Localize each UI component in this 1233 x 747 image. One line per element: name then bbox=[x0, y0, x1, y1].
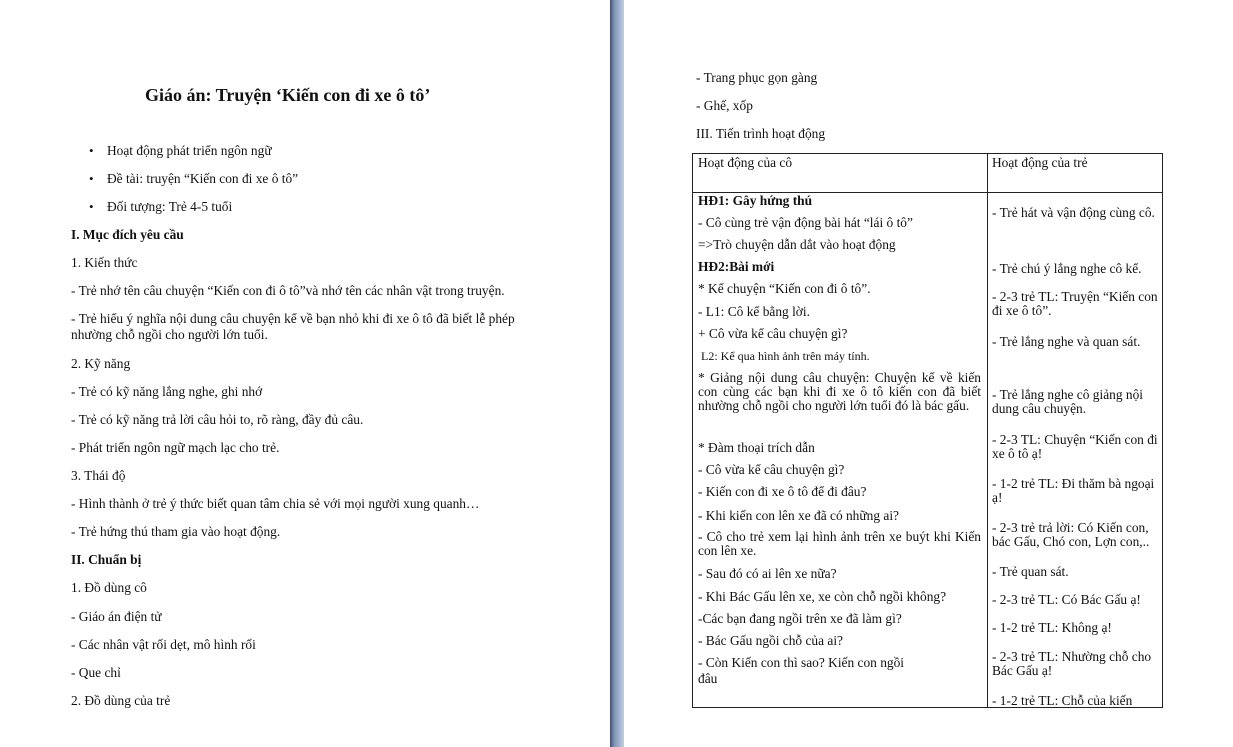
table-cell-teacher: + Cô vừa kể câu chuyện gì? bbox=[698, 326, 848, 341]
table-cell-teacher: - Còn Kiến con thì sao? Kiến con ngồi bbox=[698, 655, 905, 670]
subheading: 2. Kỹ năng bbox=[71, 356, 131, 371]
table-cell-teacher: - Cô vừa kể câu chuyện gì? bbox=[698, 462, 845, 477]
subheading: 3. Thái độ bbox=[71, 468, 126, 483]
table-column-divider bbox=[987, 154, 988, 707]
bullet-item: • Hoạt động phát triển ngôn ngữ bbox=[107, 143, 272, 159]
paragraph-line: - Giáo án điện tử bbox=[71, 609, 162, 624]
table-cell-children: - Trẻ hát và vận động cùng cô. bbox=[992, 205, 1155, 220]
table-cell-teacher: =>Trò chuyện dẫn dắt vào hoạt động bbox=[698, 237, 896, 252]
table-cell-teacher: - Cô cho trẻ xem lại hình ảnh trên xe buýt khi Kiến con lên xe. bbox=[698, 529, 981, 558]
section-heading: III. Tiến trình hoạt động bbox=[696, 126, 826, 141]
paragraph-line: - Trẻ có kỹ năng trả lời câu hỏi to, rõ ràng, đầy đủ câu. bbox=[71, 412, 364, 427]
table-cell-children: - 1-2 trẻ TL: Đi thăm bà ngoại ạ! bbox=[992, 476, 1155, 505]
table-cell-children: - Trẻ lắng nghe cô giảng nội dung câu chuyện. bbox=[992, 387, 1143, 416]
activity-table bbox=[692, 153, 1163, 708]
table-header-children: Hoạt động của trẻ bbox=[992, 155, 1088, 170]
document-page-right bbox=[624, 0, 1233, 747]
bullet-item: • Đề tài: truyện “Kiến con đi xe ô tô” bbox=[107, 171, 298, 187]
table-cell-children: - 2-3 trẻ TL: Truyện “Kiến con đi xe ô tô”. bbox=[992, 289, 1158, 318]
table-cell-teacher: -Các bạn đang ngồi trên xe đã làm gì? bbox=[698, 611, 902, 626]
section-heading: II. Chuẩn bị bbox=[71, 552, 142, 567]
document-page-left bbox=[0, 0, 610, 747]
table-cell-teacher: * Đàm thoại trích dẫn bbox=[698, 440, 815, 455]
paragraph-line: - Các nhân vật rối dẹt, mô hình rối bbox=[71, 637, 256, 652]
table-cell-teacher: - L1: Cô kể bằng lời. bbox=[698, 304, 810, 319]
table-cell-teacher: - Bác Gấu ngồi chỗ của ai? bbox=[698, 633, 844, 648]
table-cell-teacher: L2: Kể qua hình ảnh trên máy tính. bbox=[701, 349, 870, 363]
paragraph-line: - Que chỉ bbox=[71, 665, 121, 680]
table-cell-teacher: HĐ1: Gây hứng thú bbox=[698, 193, 813, 208]
bullet-item: • Đối tượng: Trẻ 4-5 tuổi bbox=[107, 199, 232, 215]
table-cell-teacher: - Khi Bác Gấu lên xe, xe còn chỗ ngồi không? bbox=[698, 589, 947, 604]
table-cell-children: - 2-3 trẻ TL: Nhường chỗ cho Bác Gấu ạ! bbox=[992, 649, 1152, 678]
paragraph-line: - Phát triển ngôn ngữ mạch lạc cho trẻ. bbox=[71, 440, 280, 455]
table-cell-children: - Trẻ quan sát. bbox=[992, 564, 1069, 579]
table-cell-children: - 2-3 TL: Chuyện “Kiến con đi xe ô tô ạ! bbox=[992, 432, 1158, 461]
table-cell-teacher: - Kiến con đi xe ô tô để đi đâu? bbox=[698, 484, 867, 499]
table-cell-teacher: - Sau đó có ai lên xe nữa? bbox=[698, 566, 837, 581]
table-cell-children: - 2-3 trẻ TL: Có Bác Gấu ạ! bbox=[992, 592, 1141, 607]
table-cell-teacher: * Giảng nội dung câu chuyện: Chuyện kể về kiến con cùng các bạn khi đi xe ô tô kiến con đã biết nhường chỗ ngồi cho người lớn tuổi đó là bác gấu. bbox=[698, 370, 981, 413]
table-cell-children: - 2-3 trẻ trả lời: Có Kiến con, bác Gấu, Chó con, Lợn con,.. bbox=[992, 520, 1150, 549]
subheading: 1. Đồ dùng cô bbox=[71, 580, 147, 595]
table-cell-teacher: HĐ2:Bài mới bbox=[698, 259, 775, 274]
page-gutter bbox=[610, 0, 624, 747]
table-cell-teacher: - Khi kiến con lên xe đã có những ai? bbox=[698, 508, 899, 523]
table-cell-children: - 1-2 trẻ TL: Không ạ! bbox=[992, 620, 1112, 635]
paragraph-line: - Trẻ nhớ tên câu chuyện “Kiến con đi ô tô”và nhớ tên các nhân vật trong truyện. bbox=[71, 283, 505, 298]
section-heading: I. Mục đích yêu cầu bbox=[71, 227, 184, 242]
paragraph-line: - Trẻ hứng thú tham gia vào hoạt động. bbox=[71, 524, 281, 539]
table-cell-teacher: đâu bbox=[698, 671, 718, 686]
table-cell-teacher: - Cô cùng trẻ vận động bài hát “lái ô tô” bbox=[698, 215, 913, 230]
paragraph-line: - Trẻ hiểu ý nghĩa nội dung câu chuyện kể về bạn nhỏ khi đi xe ô tô đã biết lễ phép bbox=[71, 311, 515, 326]
paragraph-line: - Trẻ có kỹ năng lắng nghe, ghi nhớ bbox=[71, 384, 263, 399]
table-cell-children: - 1-2 trẻ TL: Chỗ của kiến bbox=[992, 693, 1133, 708]
paragraph-line: - Hình thành ở trẻ ý thức biết quan tâm chia sẻ với mọi người xung quanh… bbox=[71, 496, 480, 511]
paragraph-line: - Ghế, xốp bbox=[696, 98, 753, 113]
table-cell-children: - Trẻ lắng nghe và quan sát. bbox=[992, 334, 1141, 349]
paragraph-line: - Trang phục gọn gàng bbox=[696, 70, 818, 85]
table-cell-children: - Trẻ chú ý lắng nghe cô kể. bbox=[992, 261, 1142, 276]
document-title: Giáo án: Truyện ‘Kiến con đi xe ô tô’ bbox=[145, 85, 431, 105]
paragraph-line: nhường chỗ ngồi cho người lớn tuổi. bbox=[71, 327, 268, 342]
table-cell-teacher: * Kể chuyện “Kiến con đi ô tô”. bbox=[698, 281, 871, 296]
table-header-teacher: Hoạt động của cô bbox=[698, 155, 793, 170]
subheading: 1. Kiến thức bbox=[71, 255, 138, 270]
subheading: 2. Đồ dùng của trẻ bbox=[71, 693, 171, 708]
